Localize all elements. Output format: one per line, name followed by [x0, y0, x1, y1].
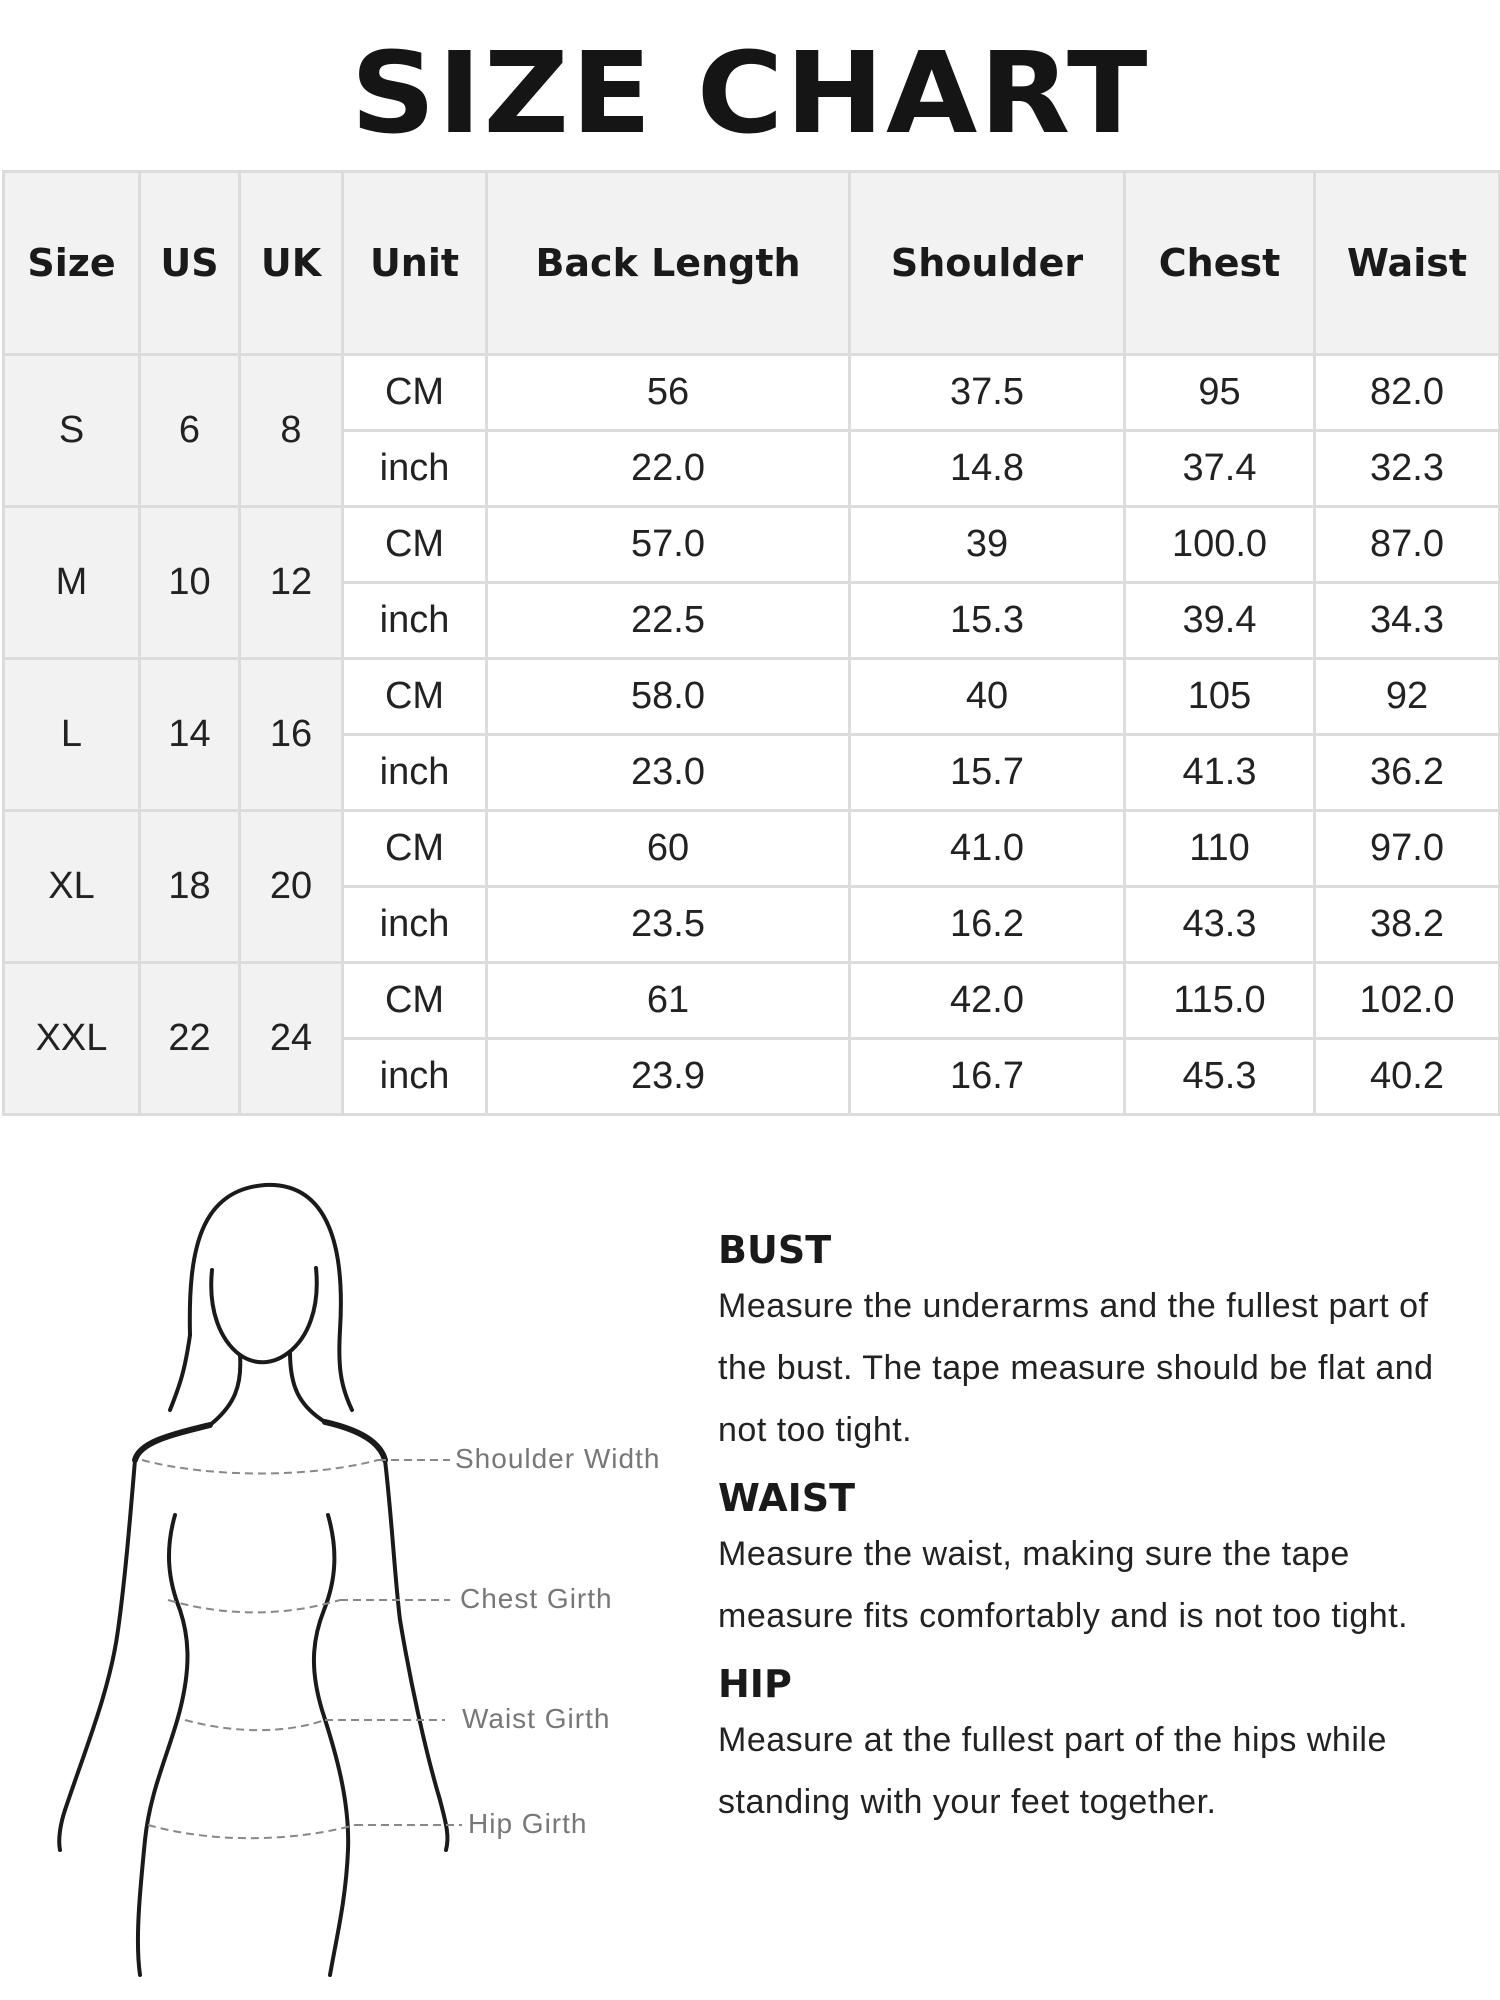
body-silhouette-icon	[40, 1160, 680, 1980]
hip-girth-label: Hip Girth	[468, 1808, 588, 1839]
shoulder-cell: 39	[850, 507, 1125, 583]
size-cell: XXL	[4, 963, 140, 1115]
size-cell: S	[4, 355, 140, 507]
back-length-cell: 56	[487, 355, 850, 431]
unit-cell: inch	[343, 735, 487, 811]
back-length-cell: 61	[487, 963, 850, 1039]
header-uk: UK	[240, 172, 343, 355]
chest-cell: 41.3	[1125, 735, 1315, 811]
table-row	[4, 659, 1500, 735]
chest-cell: 95	[1125, 355, 1315, 431]
header-size: Size	[4, 172, 140, 355]
chest-cell: 100.0	[1125, 507, 1315, 583]
waist-girth-label: Waist Girth	[462, 1703, 611, 1734]
shoulder-cell: 15.3	[850, 583, 1125, 659]
waist-cell: 40.2	[1315, 1039, 1500, 1115]
bust-section	[718, 1225, 1478, 1461]
back-length-cell: 22.0	[487, 431, 850, 507]
uk-cell: 12	[240, 507, 343, 659]
waist-cell: 38.2	[1315, 887, 1500, 963]
waist-cell: 102.0	[1315, 963, 1500, 1039]
shoulder-cell: 14.8	[850, 431, 1125, 507]
header-back-length: Back Length	[487, 172, 850, 355]
shoulder-cell: 42.0	[850, 963, 1125, 1039]
chest-cell: 115.0	[1125, 963, 1315, 1039]
us-cell: 18	[140, 811, 240, 963]
header-chest: Chest	[1125, 172, 1315, 355]
hip-text: Measure at the fullest part of the hips while standing with your feet together.	[718, 1721, 1387, 1821]
waist-section	[718, 1473, 1478, 1647]
waist-cell: 97.0	[1315, 811, 1500, 887]
unit-cell: CM	[343, 963, 487, 1039]
header-waist: Waist	[1315, 172, 1500, 355]
body-measurement-figure	[40, 1160, 680, 1980]
chest-cell: 110	[1125, 811, 1315, 887]
waist-cell: 34.3	[1315, 583, 1500, 659]
unit-cell: inch	[343, 431, 487, 507]
us-cell: 22	[140, 963, 240, 1115]
back-length-cell: 23.9	[487, 1039, 850, 1115]
shoulder-cell: 40	[850, 659, 1125, 735]
table-row	[4, 355, 1500, 431]
uk-cell: 24	[240, 963, 343, 1115]
us-cell: 10	[140, 507, 240, 659]
uk-cell: 8	[240, 355, 343, 507]
unit-cell: inch	[343, 583, 487, 659]
waist-text: Measure the waist, making sure the tape measure fits comfortably and is not too tight.	[718, 1535, 1409, 1635]
back-length-cell: 57.0	[487, 507, 850, 583]
unit-cell: CM	[343, 659, 487, 735]
table-row	[4, 811, 1500, 887]
uk-cell: 16	[240, 659, 343, 811]
back-length-cell: 23.0	[487, 735, 850, 811]
unit-cell: CM	[343, 811, 487, 887]
shoulder-cell: 41.0	[850, 811, 1125, 887]
waist-cell: 82.0	[1315, 355, 1500, 431]
waist-cell: 32.3	[1315, 431, 1500, 507]
unit-cell: inch	[343, 887, 487, 963]
size-cell: XL	[4, 811, 140, 963]
shoulder-cell: 16.2	[850, 887, 1125, 963]
waist-cell: 87.0	[1315, 507, 1500, 583]
shoulder-cell: 16.7	[850, 1039, 1125, 1115]
table-header-row	[4, 172, 1500, 355]
waist-cell: 36.2	[1315, 735, 1500, 811]
chest-cell: 45.3	[1125, 1039, 1315, 1115]
unit-cell: CM	[343, 355, 487, 431]
bust-heading: BUST	[718, 1228, 832, 1272]
us-cell: 14	[140, 659, 240, 811]
chest-cell: 105	[1125, 659, 1315, 735]
hip-section	[718, 1659, 1478, 1833]
bust-text: Measure the underarms and the fullest part of the bust. The tape measure should be flat and not too tight.	[718, 1287, 1434, 1449]
back-length-cell: 58.0	[487, 659, 850, 735]
back-length-cell: 22.5	[487, 583, 850, 659]
unit-cell: inch	[343, 1039, 487, 1115]
header-unit: Unit	[343, 172, 487, 355]
waist-cell: 92	[1315, 659, 1500, 735]
size-table	[2, 170, 1500, 1116]
chest-cell: 37.4	[1125, 431, 1315, 507]
shoulder-cell: 15.7	[850, 735, 1125, 811]
back-length-cell: 23.5	[487, 887, 850, 963]
unit-cell: CM	[343, 507, 487, 583]
back-length-cell: 60	[487, 811, 850, 887]
uk-cell: 20	[240, 811, 343, 963]
header-us: US	[140, 172, 240, 355]
shoulder-width-label: Shoulder Width	[455, 1443, 661, 1474]
table-row	[4, 507, 1500, 583]
waist-heading: WAIST	[718, 1476, 856, 1520]
chest-cell: 39.4	[1125, 583, 1315, 659]
header-shoulder: Shoulder	[850, 172, 1125, 355]
size-cell: M	[4, 507, 140, 659]
measurement-guide	[718, 1225, 1478, 1845]
page-title: SIZE CHART	[350, 27, 1150, 159]
table-row	[4, 963, 1500, 1039]
chest-girth-label: Chest Girth	[460, 1583, 613, 1614]
size-cell: L	[4, 659, 140, 811]
shoulder-cell: 37.5	[850, 355, 1125, 431]
chest-cell: 43.3	[1125, 887, 1315, 963]
hip-heading: HIP	[718, 1662, 792, 1706]
us-cell: 6	[140, 355, 240, 507]
